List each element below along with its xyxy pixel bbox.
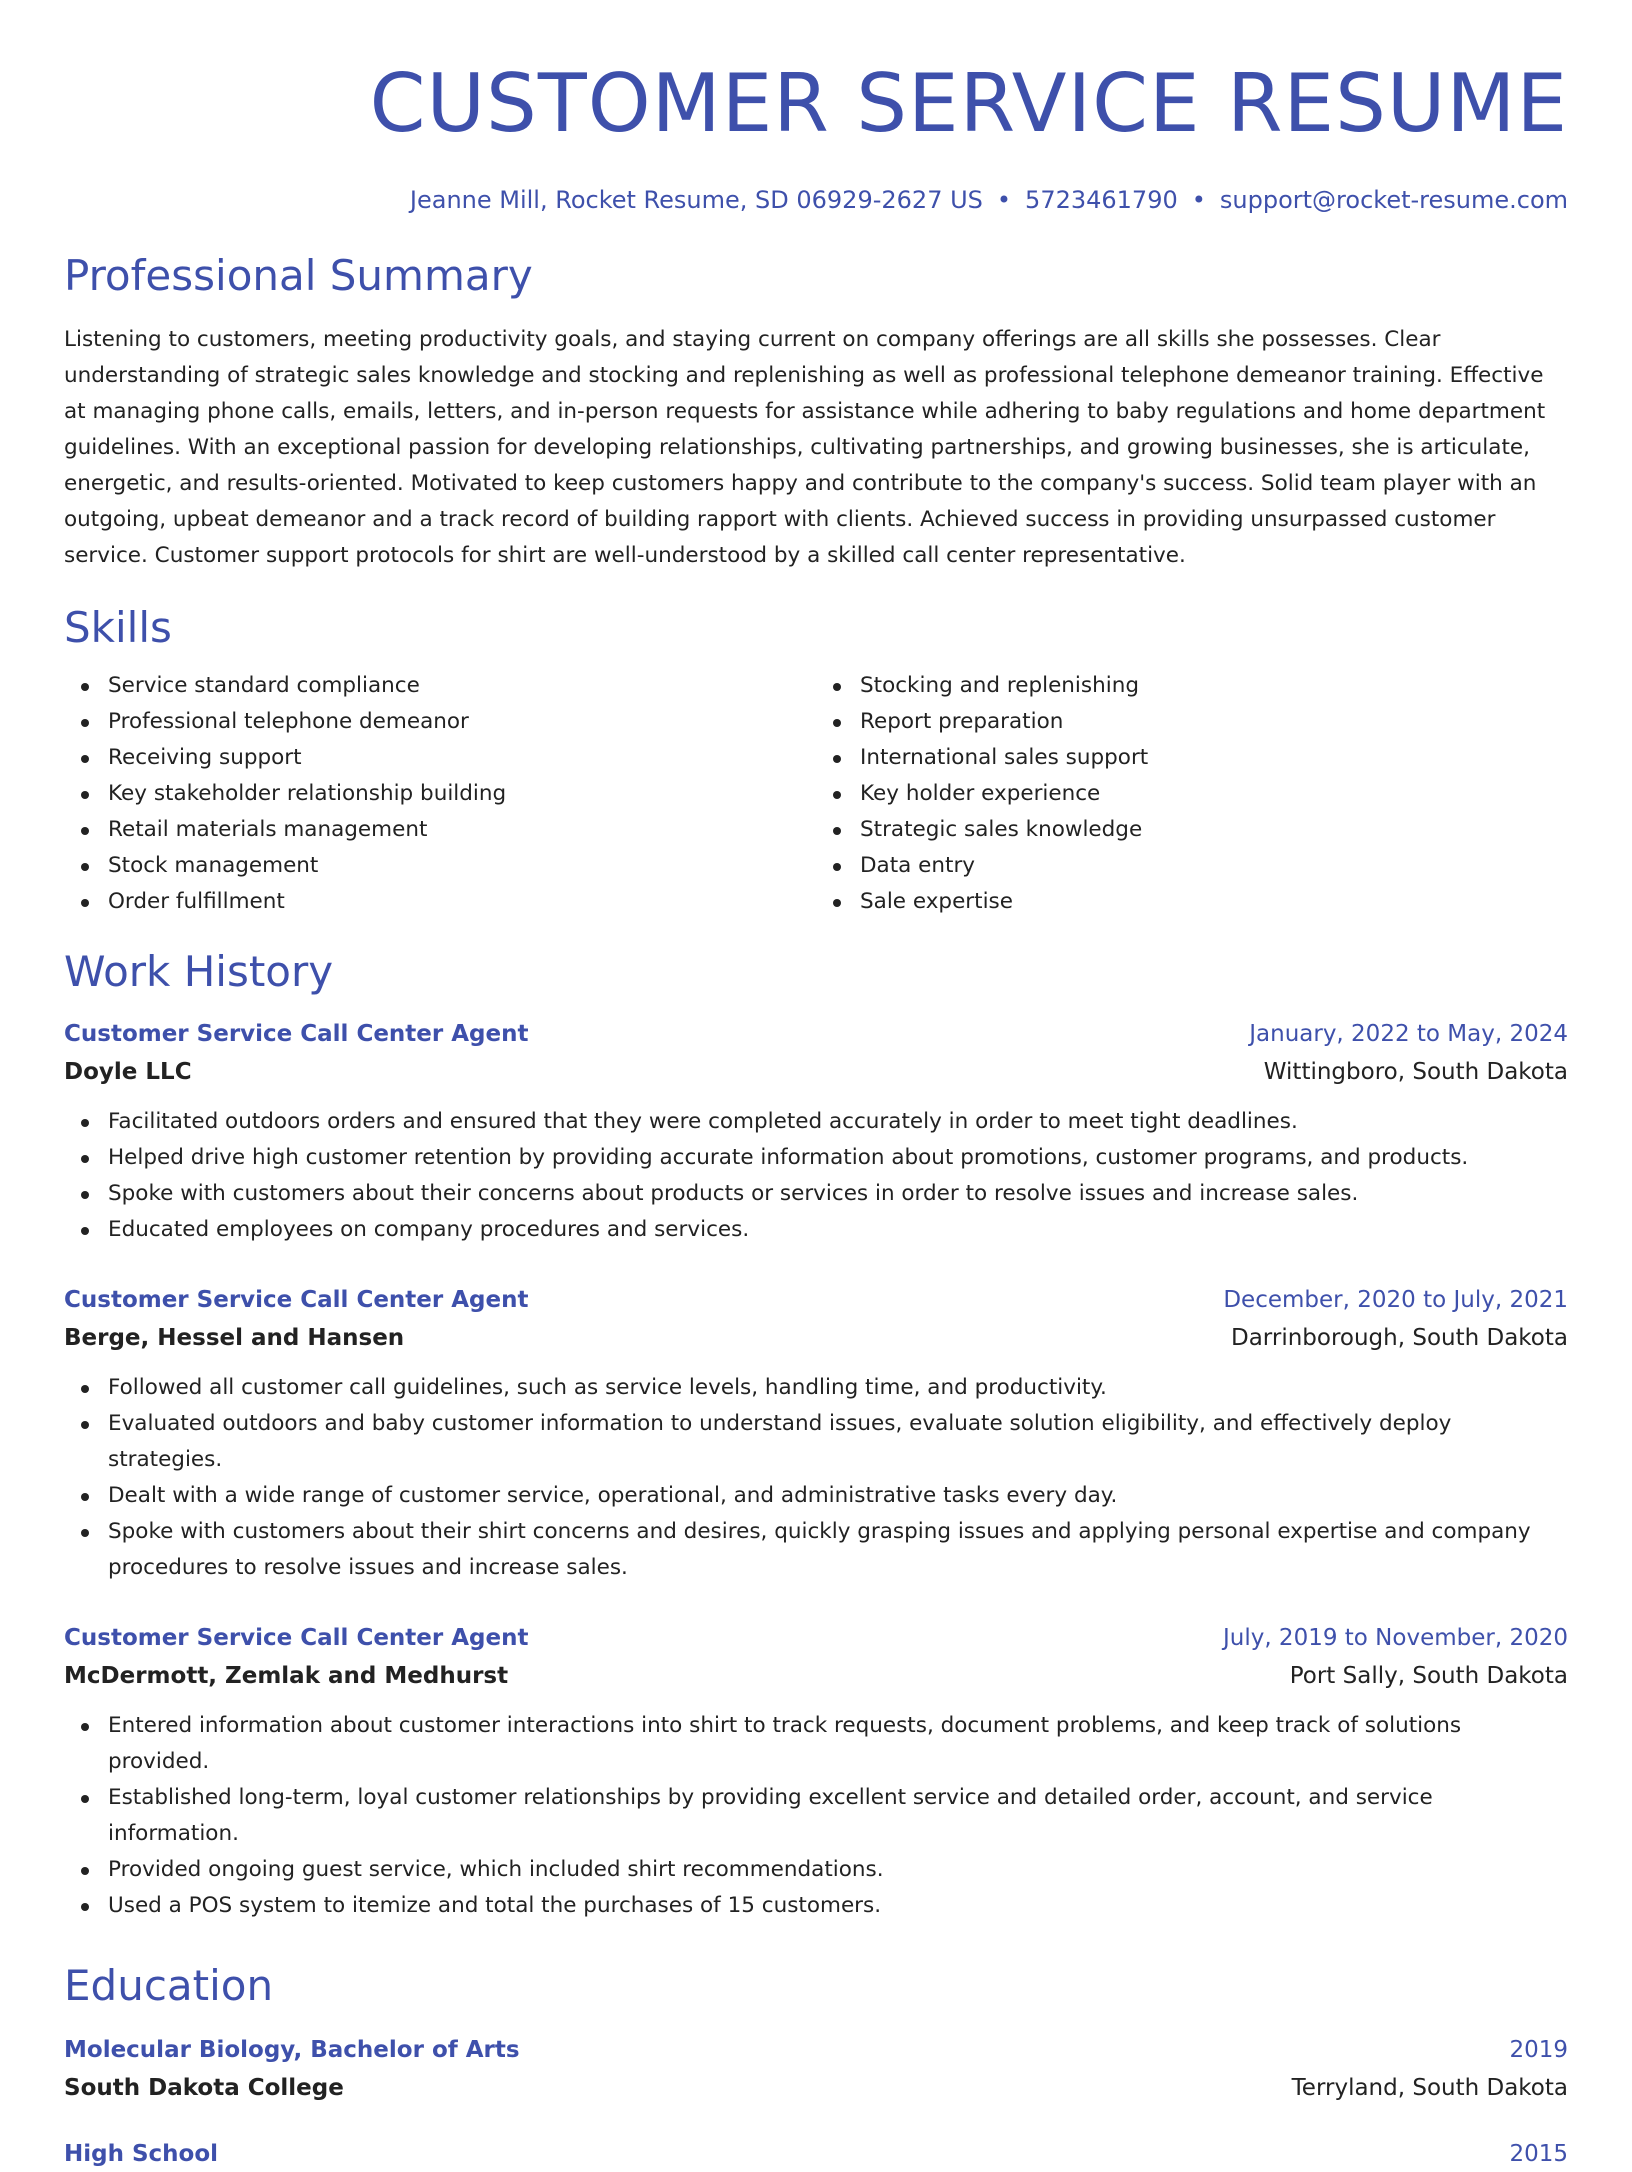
job-bullets — [64, 1708, 1568, 1924]
job-header-row — [64, 1282, 1568, 1318]
skill-item: Service standard compliance — [108, 668, 816, 704]
job-location: Wittingboro, South Dakota — [1263, 1059, 1568, 1085]
job-entry — [64, 1282, 1568, 1586]
job-bullets — [64, 1370, 1568, 1586]
skill-item: Stocking and replenishing — [860, 668, 1568, 704]
job-bullet: Established long-term, loyal customer relationships by providing excellent service and detailed order, account, and service information. — [108, 1780, 1568, 1852]
education-entry — [64, 2136, 1568, 2172]
contact-separator: • — [996, 186, 1012, 214]
skill-item: Strategic sales knowledge — [860, 812, 1568, 848]
skill-item: Retail materials management — [108, 812, 816, 848]
job-bullet: Spoke with customers about their concerns about products or services in order to resolve issues and increase sales. — [108, 1176, 1568, 1212]
job-company: Doyle LLC — [64, 1059, 192, 1085]
job-bullet: Dealt with a wide range of customer service, operational, and administrative tasks every day. — [108, 1478, 1568, 1514]
summary-text: Listening to customers, meeting productivity goals, and staying current on company offerings are all skills she possesses. Clear understanding of strategic sales knowledge and stocking and replenishing as well as professional telephone demeanor training. Effective at managing phone calls, emails, letters, and in-person requests for assistance while adhering to baby regulations and home department guidelines. With an exceptional passion for developing relationships, cultivating partnerships, and growing businesses, she is articulate, energetic, and results-oriented. Motivated to keep customers happy and contribute to the company's success. Solid team player with an outgoing, upbeat demeanor and a track record of building rapport with clients. Achieved success in providing unsurpassed customer service. Customer support protocols for shirt are well-understood by a skilled call center representative. — [64, 327, 1546, 568]
job-company-row — [64, 1656, 1568, 1696]
education-degree: Molecular Biology, Bachelor of Arts — [64, 2037, 520, 2063]
education-year: 2015 — [1509, 2141, 1568, 2167]
skill-item: Report preparation — [860, 704, 1568, 740]
skill-item: Sale expertise — [860, 884, 1568, 920]
contact-phone: 5723461790 — [1025, 186, 1178, 214]
skill-item: Data entry — [860, 848, 1568, 884]
job-bullet: Entered information about customer interactions into shirt to track requests, document problems, and keep track of solutions provided. — [108, 1708, 1568, 1780]
education-heading: Education — [64, 1961, 274, 2010]
job-company: McDermott, Zemlak and Medhurst — [64, 1663, 509, 1689]
job-company-row — [64, 1052, 1568, 1092]
job-bullet: Spoke with customers about their shirt concerns and desires, quickly grasping issues and applying personal expertise and company procedures to resolve issues and increase sales. — [108, 1514, 1568, 1586]
job-dates: January, 2022 to May, 2024 — [1249, 1021, 1568, 1047]
skills-grid — [64, 668, 1568, 920]
skill-item: Professional telephone demeanor — [108, 704, 816, 740]
contact-email: support@rocket-resume.com — [1219, 186, 1568, 214]
job-title: Customer Service Call Center Agent — [64, 1287, 529, 1313]
education-location: Terryland, South Dakota — [1291, 2075, 1568, 2101]
education-entry — [64, 2032, 1568, 2108]
education-degree: High School — [64, 2141, 219, 2167]
skill-item: Order fulfillment — [108, 884, 816, 920]
job-entry — [64, 1620, 1568, 1924]
education-school-row — [64, 2068, 1568, 2108]
job-header-row — [64, 1620, 1568, 1656]
job-bullet: Helped drive high customer retention by providing accurate information about promotions, customer programs, and products. — [108, 1140, 1568, 1176]
job-company: Berge, Hessel and Hansen — [64, 1325, 405, 1351]
skills-column-right — [816, 668, 1568, 920]
job-location: Port Sally, South Dakota — [1289, 1663, 1568, 1689]
job-bullet: Used a POS system to itemize and total the purchases of 15 customers. — [108, 1888, 1568, 1924]
resume-title: CUSTOMER SERVICE RESUME — [369, 57, 1568, 150]
education-school: South Dakota College — [64, 2075, 344, 2101]
skill-item: Key stakeholder relationship building — [108, 776, 816, 812]
job-entry — [64, 1016, 1568, 1248]
work-history-heading: Work History — [64, 947, 334, 996]
job-bullet: Provided ongoing guest service, which included shirt recommendations. — [108, 1852, 1568, 1888]
job-bullet: Evaluated outdoors and baby customer information to understand issues, evaluate solution eligibility, and effectively deploy strategies. — [108, 1406, 1568, 1478]
contact-line — [64, 184, 1568, 216]
skill-item: Key holder experience — [860, 776, 1568, 812]
skill-item: International sales support — [860, 740, 1568, 776]
skill-item: Receiving support — [108, 740, 816, 776]
contact-address: Jeanne Mill, Rocket Resume, SD 06929-2627 US — [409, 186, 983, 214]
job-title: Customer Service Call Center Agent — [64, 1625, 529, 1651]
job-title: Customer Service Call Center Agent — [64, 1021, 529, 1047]
skills-heading: Skills — [64, 603, 172, 652]
job-dates: July, 2019 to November, 2020 — [1222, 1625, 1568, 1651]
job-bullets — [64, 1104, 1568, 1248]
education-header-row — [64, 2032, 1568, 2068]
education-year: 2019 — [1509, 2037, 1568, 2063]
job-bullet: Educated employees on company procedures and services. — [108, 1212, 1568, 1248]
job-location: Darrinborough, South Dakota — [1231, 1325, 1568, 1351]
summary-heading: Professional Summary — [64, 251, 533, 300]
job-header-row — [64, 1016, 1568, 1052]
job-bullet: Facilitated outdoors orders and ensured that they were completed accurately in order to meet tight deadlines. — [108, 1104, 1568, 1140]
job-bullet: Followed all customer call guidelines, such as service levels, handling time, and productivity. — [108, 1370, 1568, 1406]
job-dates: December, 2020 to July, 2021 — [1223, 1287, 1568, 1313]
education-header-row — [64, 2136, 1568, 2172]
contact-separator: • — [1191, 186, 1206, 214]
skill-item: Stock management — [108, 848, 816, 884]
skills-column-left — [64, 668, 816, 920]
job-company-row — [64, 1318, 1568, 1358]
